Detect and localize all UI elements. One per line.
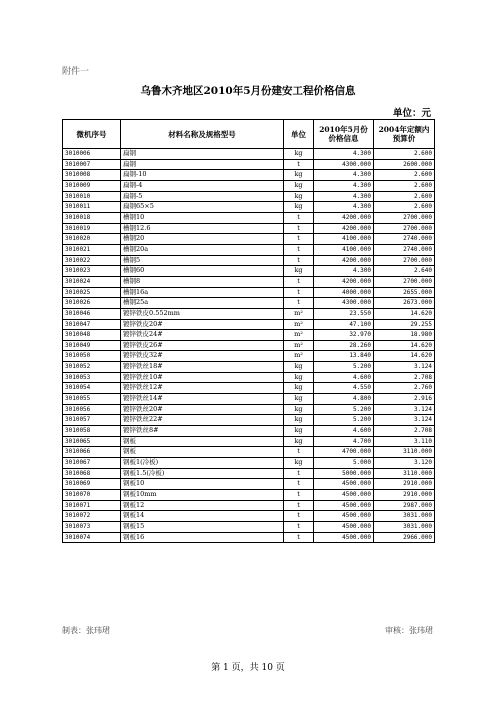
cell-code: 3010024 [63,276,121,287]
table-row [63,149,435,160]
cell-price-2010: 4300.000 [314,298,374,309]
table-row [63,287,435,298]
cell-code: 3010026 [63,298,121,309]
cell-code: 3010009 [63,180,121,191]
table-row [63,458,435,469]
table-row [63,308,435,319]
cell-material-name: 扁钢-4 [121,180,284,191]
cell-material-name: 钢板14 [121,511,284,522]
cell-material-name: 槽钢20a [121,244,284,255]
cell-unit: m² [284,340,314,351]
page-number: 第 1 页，共 10 页 [211,663,285,673]
cell-material-name: 镀锌铁皮24# [121,330,284,341]
table-row [63,170,435,181]
prepared-by: 制表：张玮珺 [62,626,110,635]
cell-price-2010: 4500.000 [314,521,374,532]
table-body [63,149,435,543]
cell-price-2004: 2673.000 [374,298,435,309]
cell-code: 3010025 [63,287,121,298]
cell-price-2004: 2700.000 [374,212,435,223]
cell-unit: kg [284,436,314,447]
cell-price-2004: 2910.000 [374,490,435,501]
cell-price-2010: 28.260 [314,340,374,351]
cell-code: 3010010 [63,191,121,202]
cell-unit: kg [284,202,314,213]
cell-unit: t [284,521,314,532]
annex-label: 附件一 [62,67,90,77]
cell-unit: kg [284,266,314,277]
cell-price-2004: 3.124 [374,362,435,373]
cell-price-2004: 3110.000 [374,468,435,479]
cell-unit: t [284,234,314,245]
cell-code: 3010022 [63,255,121,266]
cell-material-name: 槽钢12.6 [121,223,284,234]
cell-price-2010: 4.300 [314,149,374,160]
cell-code: 3010011 [63,202,121,213]
cell-material-name: 槽钢5 [121,255,284,266]
cell-price-2010: 4.550 [314,383,374,394]
table-row [63,436,435,447]
cell-material-name: 扁钢65×5 [121,202,284,213]
table-row [63,479,435,490]
cell-code: 3010048 [63,330,121,341]
cell-price-2004: 29.255 [374,319,435,330]
cell-code: 3010074 [63,532,121,543]
cell-code: 3010073 [63,521,121,532]
cell-code: 3010065 [63,436,121,447]
cell-code: 3010047 [63,319,121,330]
cell-material-name: 钢板 [121,447,284,458]
cell-price-2004: 2966.000 [374,532,435,543]
table-row [63,319,435,330]
cell-price-2004: 3.124 [374,404,435,415]
cell-unit: kg [284,404,314,415]
cell-price-2004: 2.600 [374,191,435,202]
cell-price-2004: 2740.000 [374,244,435,255]
table-row [63,244,435,255]
cell-price-2010: 5.200 [314,404,374,415]
cell-price-2004: 2.708 [374,426,435,437]
cell-price-2010: 5.000 [314,458,374,469]
cell-unit: t [284,479,314,490]
cell-code: 3010007 [63,159,121,170]
cell-price-2010: 4200.000 [314,212,374,223]
reviewed-by: 审核：张玮珺 [385,626,433,635]
cell-code: 3010018 [63,212,121,223]
cell-price-2010: 47.100 [314,319,374,330]
cell-code: 3010066 [63,447,121,458]
cell-code: 3010023 [63,266,121,277]
cell-price-2004: 2.600 [374,202,435,213]
cell-price-2010: 4.300 [314,266,374,277]
cell-price-2010: 5000.000 [314,468,374,479]
cell-material-name: 槽钢10 [121,212,284,223]
cell-price-2010: 5.200 [314,415,374,426]
cell-code: 3010068 [63,468,121,479]
table-row [63,521,435,532]
cell-price-2010: 4500.000 [314,479,374,490]
cell-material-name: 钢板 [121,436,284,447]
cell-price-2004: 2.760 [374,383,435,394]
cell-code: 3010071 [63,500,121,511]
cell-code: 3010019 [63,223,121,234]
cell-unit: kg [284,394,314,405]
cell-price-2010: 4.800 [314,394,374,405]
cell-price-2004: 3.124 [374,415,435,426]
cell-code: 3010072 [63,511,121,522]
table-row [63,426,435,437]
cell-unit: t [284,159,314,170]
col-header-unit: 单位 [284,120,314,149]
cell-unit: kg [284,170,314,181]
cell-price-2004: 3031.000 [374,511,435,522]
cell-price-2010: 4.300 [314,170,374,181]
cell-price-2004: 2.640 [374,266,435,277]
table-row [63,351,435,362]
cell-price-2010: 5.200 [314,362,374,373]
cell-unit: t [284,223,314,234]
cell-unit: t [284,532,314,543]
cell-price-2010: 4500.000 [314,511,374,522]
cell-code: 3010006 [63,149,121,160]
table-row [63,223,435,234]
cell-material-name: 镀锌铁丝18# [121,362,284,373]
cell-price-2010: 4200.000 [314,223,374,234]
cell-unit: t [284,287,314,298]
table-row [63,447,435,458]
cell-price-2004: 2740.000 [374,234,435,245]
cell-material-name: 镀锌铁丝12# [121,383,284,394]
cell-unit: t [284,511,314,522]
cell-unit: t [284,255,314,266]
cell-material-name: 镀锌铁皮20# [121,319,284,330]
cell-material-name: 镀锌铁丝14# [121,394,284,405]
cell-price-2010: 4500.000 [314,500,374,511]
table-row [63,212,435,223]
cell-price-2010: 4500.000 [314,532,374,543]
cell-price-2004: 14.620 [374,308,435,319]
cell-price-2004: 2700.000 [374,255,435,266]
cell-unit: kg [284,191,314,202]
table-row [63,404,435,415]
col-header-price-2010: 2010年5月份价格信息 [314,120,374,149]
cell-code: 3010049 [63,340,121,351]
cell-price-2010: 4200.000 [314,255,374,266]
cell-price-2010: 4.600 [314,372,374,383]
table-row [63,330,435,341]
cell-price-2010: 4.300 [314,180,374,191]
cell-unit: m² [284,351,314,362]
cell-code: 3010056 [63,404,121,415]
cell-price-2004: 3.120 [374,458,435,469]
cell-material-name: 槽钢25a [121,298,284,309]
cell-material-name: 槽钢8 [121,276,284,287]
cell-unit: m² [284,319,314,330]
cell-material-name: 镀锌铁丝20# [121,404,284,415]
cell-price-2010: 13.840 [314,351,374,362]
cell-price-2010: 4700.000 [314,447,374,458]
table-row [63,234,435,245]
cell-price-2010: 4.300 [314,191,374,202]
cell-material-name: 扁钢 [121,149,284,160]
table-row [63,383,435,394]
cell-unit: t [284,500,314,511]
table-row [63,415,435,426]
cell-price-2004: 2.600 [374,180,435,191]
cell-price-2010: 4300.000 [314,159,374,170]
cell-code: 3010052 [63,362,121,373]
cell-price-2010: 4.700 [314,436,374,447]
table-row [63,362,435,373]
cell-material-name: 钢板10mm [121,490,284,501]
col-header-name: 材料名称及规格型号 [121,120,284,149]
cell-material-name: 扁钢-10 [121,170,284,181]
cell-material-name: 扁钢-5 [121,191,284,202]
cell-price-2004: 2700.000 [374,223,435,234]
cell-material-name: 槽钢20 [121,234,284,245]
cell-price-2004: 2.916 [374,394,435,405]
cell-code: 3010020 [63,234,121,245]
table-row [63,340,435,351]
cell-code: 3010058 [63,426,121,437]
table-row [63,159,435,170]
price-table [62,119,435,543]
cell-code: 3010046 [63,308,121,319]
cell-price-2010: 4000.000 [314,287,374,298]
cell-material-name: 镀锌铁皮0.552mm [121,308,284,319]
table-row [63,394,435,405]
cell-material-name: 镀锌铁丝8# [121,426,284,437]
cell-unit: t [284,276,314,287]
table-row [63,255,435,266]
page-title: 乌鲁木齐地区2010年5月份建安工程价格信息 [140,85,356,97]
cell-code: 3010050 [63,351,121,362]
cell-code: 3010069 [63,479,121,490]
cell-code: 3010021 [63,244,121,255]
cell-unit: kg [284,458,314,469]
cell-price-2004: 2.600 [374,170,435,181]
cell-material-name: 钢板10 [121,479,284,490]
cell-unit: m² [284,308,314,319]
cell-code: 3010053 [63,372,121,383]
cell-unit: t [284,447,314,458]
cell-price-2010: 4500.000 [314,490,374,501]
cell-price-2004: 3031.000 [374,521,435,532]
cell-code: 3010057 [63,415,121,426]
cell-code: 3010054 [63,383,121,394]
cell-material-name: 镀锌铁皮32# [121,351,284,362]
cell-price-2004: 14.620 [374,351,435,362]
cell-material-name: 钢板12 [121,500,284,511]
cell-unit: kg [284,383,314,394]
unit-label: 单位：元 [392,108,431,119]
cell-unit: kg [284,372,314,383]
cell-price-2004: 14.620 [374,340,435,351]
cell-unit: kg [284,415,314,426]
cell-unit: t [284,244,314,255]
cell-material-name: 钢板15 [121,521,284,532]
cell-unit: t [284,212,314,223]
table-row [63,202,435,213]
table-header-row [63,120,435,149]
cell-unit: t [284,298,314,309]
cell-unit: kg [284,180,314,191]
cell-unit: m² [284,330,314,341]
cell-price-2004: 2600.000 [374,159,435,170]
cell-price-2010: 4200.000 [314,276,374,287]
cell-price-2010: 32.970 [314,330,374,341]
cell-price-2004: 2700.000 [374,276,435,287]
cell-material-name: 槽钢16a [121,287,284,298]
cell-price-2010: 4.300 [314,202,374,213]
table-row [63,532,435,543]
cell-price-2004: 2.600 [374,149,435,160]
table-row [63,372,435,383]
cell-code: 3010008 [63,170,121,181]
cell-price-2004: 3.110 [374,436,435,447]
cell-material-name: 槽钢60 [121,266,284,277]
table-row [63,191,435,202]
cell-price-2004: 2910.000 [374,479,435,490]
table-row [63,500,435,511]
cell-price-2010: 4100.000 [314,244,374,255]
cell-price-2004: 2655.000 [374,287,435,298]
cell-material-name: 钢板16 [121,532,284,543]
table-row [63,511,435,522]
table-row [63,298,435,309]
table-row [63,266,435,277]
cell-unit: t [284,490,314,501]
cell-unit: t [284,468,314,479]
cell-code: 3010067 [63,458,121,469]
col-header-price-2004: 2004年定额内预算价 [374,120,435,149]
cell-material-name: 镀锌铁丝10# [121,372,284,383]
cell-material-name: 镀锌铁丝22# [121,415,284,426]
cell-material-name: 扁钢 [121,159,284,170]
cell-price-2004: 2.708 [374,372,435,383]
cell-unit: kg [284,362,314,373]
cell-unit: kg [284,149,314,160]
cell-price-2010: 23.550 [314,308,374,319]
table-row [63,490,435,501]
cell-material-name: 钢板1.5(冷板) [121,468,284,479]
cell-price-2004: 18.980 [374,330,435,341]
cell-price-2010: 4100.000 [314,234,374,245]
col-header-code: 微机序号 [63,120,121,149]
cell-material-name: 钢板1(冷板) [121,458,284,469]
cell-price-2004: 3110.000 [374,447,435,458]
table-row [63,276,435,287]
cell-code: 3010055 [63,394,121,405]
cell-unit: kg [284,426,314,437]
cell-price-2010: 4.600 [314,426,374,437]
table-row [63,468,435,479]
cell-price-2004: 2987.000 [374,500,435,511]
table-row [63,180,435,191]
cell-material-name: 镀锌铁皮26# [121,340,284,351]
cell-code: 3010070 [63,490,121,501]
